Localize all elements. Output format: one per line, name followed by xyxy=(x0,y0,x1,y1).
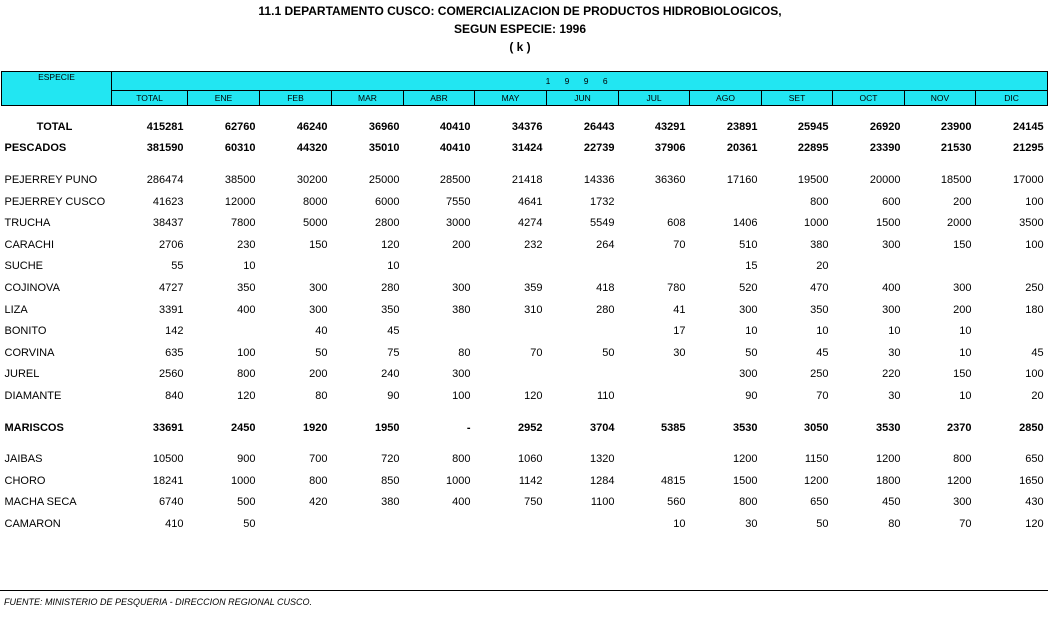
table-row xyxy=(2,470,1048,492)
table-cell: 20000 xyxy=(869,173,901,186)
table-cell: 1200 xyxy=(947,474,972,487)
table-cell: 1000 xyxy=(804,217,829,230)
table-cell: 70 xyxy=(673,238,686,251)
table-cell: 30 xyxy=(745,517,758,530)
table-cell: 3530 xyxy=(876,421,901,434)
row-label: CAMARON xyxy=(4,517,61,530)
table-row xyxy=(2,342,1048,364)
table-cell: 850 xyxy=(381,474,400,487)
table-cell: 80 xyxy=(458,346,471,359)
table-cell: 50 xyxy=(315,346,328,359)
table-cell: 40410 xyxy=(439,120,471,133)
table-cell: 400 xyxy=(882,281,901,294)
table-cell: 400 xyxy=(237,303,256,316)
table-cell: 40 xyxy=(315,325,328,338)
table-cell: 1200 xyxy=(876,453,901,466)
table-cell: 5000 xyxy=(303,217,328,230)
table-cell: 600 xyxy=(882,195,901,208)
table-cell: 400 xyxy=(452,496,471,509)
table-cell: 3000 xyxy=(446,217,471,230)
table-cell: 410 xyxy=(165,517,184,530)
table-cell: 120 xyxy=(381,238,400,251)
table-row xyxy=(2,448,1048,470)
table-cell: 40410 xyxy=(439,142,471,155)
table-cell: 60310 xyxy=(224,142,256,155)
table-cell: 840 xyxy=(165,389,184,402)
table-cell: 21530 xyxy=(940,142,972,155)
table-cell xyxy=(547,320,619,342)
table-cell: 23900 xyxy=(940,120,972,133)
table-cell: 2370 xyxy=(947,421,972,434)
table-cell: 17000 xyxy=(1013,173,1044,186)
table-cell: 18241 xyxy=(152,474,184,487)
table-cell xyxy=(619,364,690,386)
table-cell: 22739 xyxy=(583,142,615,155)
table-cell: 28500 xyxy=(439,173,471,186)
table-cell xyxy=(976,256,1048,278)
table-cell: 150 xyxy=(953,368,972,381)
table-cell: 420 xyxy=(309,496,328,509)
table-cell: 300 xyxy=(739,368,758,381)
table-cell: 75 xyxy=(387,346,400,359)
table-cell: 7550 xyxy=(446,195,471,208)
table-cell: 3530 xyxy=(733,421,758,434)
table-cell xyxy=(404,513,475,535)
table-cell: 520 xyxy=(739,281,758,294)
table-cell: 37906 xyxy=(654,142,686,155)
table-cell: 1142 xyxy=(518,474,543,487)
source-note: FUENTE: MINISTERIO DE PESQUERIA - DIRECCION REGIONAL CUSCO. xyxy=(4,597,313,607)
table-row xyxy=(2,277,1048,299)
table-cell: 20361 xyxy=(726,142,758,155)
table-cell: 21418 xyxy=(511,173,543,186)
table-cell: 55 xyxy=(171,260,184,273)
table-cell: 300 xyxy=(452,368,471,381)
table-cell: 430 xyxy=(1025,496,1044,509)
table-cell: 380 xyxy=(452,303,471,316)
table-cell xyxy=(475,513,547,535)
table-cell: 2000 xyxy=(947,217,972,230)
table-cell: 560 xyxy=(667,496,686,509)
table-cell xyxy=(833,256,905,278)
table-cell: 300 xyxy=(739,303,758,316)
table-cell: 240 xyxy=(381,368,400,381)
table-cell: 300 xyxy=(452,281,471,294)
col-header-total: TOTAL xyxy=(112,91,188,106)
table-cell: 1500 xyxy=(876,217,901,230)
table-cell: 90 xyxy=(387,389,400,402)
table-cell: 350 xyxy=(810,303,829,316)
table-cell: 25000 xyxy=(368,173,400,186)
table-cell: 6000 xyxy=(375,195,400,208)
col-header-mar: MAR xyxy=(332,91,404,106)
row-label: PESCADOS xyxy=(4,142,67,155)
table-row xyxy=(2,212,1048,234)
table-cell: 310 xyxy=(524,303,543,316)
table-cell: 10500 xyxy=(152,453,184,466)
table-cell: 780 xyxy=(667,281,686,294)
spacer-row xyxy=(2,407,1048,417)
table-cell: 100 xyxy=(237,346,256,359)
table-subtitle: SEGUN ESPECIE: 1996 xyxy=(453,22,587,36)
table-cell: 180 xyxy=(1025,303,1044,316)
table-cell: 418 xyxy=(596,281,615,294)
col-header-abr: ABR xyxy=(404,91,475,106)
table-cell: 200 xyxy=(953,303,972,316)
table-cell: 300 xyxy=(882,238,901,251)
table-cell xyxy=(404,320,475,342)
table-cell: 2706 xyxy=(159,238,184,251)
table-cell: 1000 xyxy=(446,474,471,487)
table-cell: 110 xyxy=(596,389,615,402)
table-cell: 120 xyxy=(1025,517,1044,530)
table-cell: 4727 xyxy=(159,281,184,294)
row-label: COJINOVA xyxy=(4,281,60,294)
col-header-nov: NOV xyxy=(905,91,976,106)
table-cell: 650 xyxy=(810,496,829,509)
table-row xyxy=(2,385,1048,407)
table-cell xyxy=(547,256,619,278)
row-label: PEJERREY PUNO xyxy=(4,173,98,186)
col-header-jul: JUL xyxy=(619,91,690,106)
table-cell: 232 xyxy=(524,238,543,251)
row-label: TOTAL xyxy=(36,120,73,133)
table-cell xyxy=(547,513,619,535)
row-label: CORVINA xyxy=(4,346,55,359)
table-cell: 300 xyxy=(309,281,328,294)
table-cell: 35010 xyxy=(368,142,400,155)
table-cell: 142 xyxy=(165,325,184,338)
table-cell: 25945 xyxy=(797,120,829,133)
table-cell: 800 xyxy=(237,368,256,381)
table-cell: 650 xyxy=(1025,453,1044,466)
table-cell: 286474 xyxy=(146,173,184,186)
table-cell: 1284 xyxy=(590,474,615,487)
table-cell: 2952 xyxy=(518,421,543,434)
table-cell: 3500 xyxy=(1019,217,1044,230)
table-cell: 1200 xyxy=(733,453,758,466)
table-cell: 21295 xyxy=(1013,142,1044,155)
table-cell: 30 xyxy=(888,389,901,402)
table-cell: 20 xyxy=(816,260,829,273)
table-cell: 200 xyxy=(452,238,471,251)
table-cell: 10 xyxy=(816,325,829,338)
table-cell: 250 xyxy=(1025,281,1044,294)
table-cell: 280 xyxy=(596,303,615,316)
unit-label: ( k ) xyxy=(509,40,531,54)
table-cell: 380 xyxy=(381,496,400,509)
table-cell: 44320 xyxy=(296,142,328,155)
spacer-row xyxy=(2,159,1048,169)
table-cell xyxy=(619,191,690,213)
table-cell: 38437 xyxy=(152,217,184,230)
table-body xyxy=(2,106,1048,535)
table-cell: 3391 xyxy=(159,303,184,316)
table-cell: 150 xyxy=(953,238,972,251)
table-cell: 350 xyxy=(381,303,400,316)
table-cell: 264 xyxy=(596,238,615,251)
row-label: SUCHE xyxy=(4,260,44,273)
row-label: JAIBAS xyxy=(4,453,43,466)
table-cell: 6740 xyxy=(159,496,184,509)
table-row xyxy=(2,138,1048,160)
table-row xyxy=(2,513,1048,535)
table-cell: 510 xyxy=(739,238,758,251)
table-cell: 45 xyxy=(1031,346,1044,359)
row-label: LIZA xyxy=(4,303,28,316)
table-cell: 23390 xyxy=(869,142,901,155)
table-cell: 17 xyxy=(673,325,686,338)
col-header-jun: JUN xyxy=(547,91,619,106)
table-cell: 62760 xyxy=(224,120,256,133)
table-cell: 20 xyxy=(1031,389,1044,402)
col-header-dic: DIC xyxy=(976,91,1048,106)
col-header-ago: AGO xyxy=(690,91,762,106)
table-cell: 10 xyxy=(959,325,972,338)
table-cell xyxy=(332,513,404,535)
table-cell: 30 xyxy=(888,346,901,359)
table-row xyxy=(2,191,1048,213)
table-cell: 26920 xyxy=(869,120,901,133)
table-cell xyxy=(619,256,690,278)
table-cell: 300 xyxy=(882,303,901,316)
table-cell xyxy=(260,513,332,535)
table-cell: 800 xyxy=(953,453,972,466)
table-cell: 70 xyxy=(959,517,972,530)
table-cell: 250 xyxy=(810,368,829,381)
table-cell: 31424 xyxy=(511,142,543,155)
table-cell: 10 xyxy=(888,325,901,338)
table-cell xyxy=(475,364,547,386)
table-cell: 230 xyxy=(237,238,256,251)
table-cell: 36360 xyxy=(654,173,686,186)
spacer-row xyxy=(2,106,1048,117)
table-cell: 3050 xyxy=(804,421,829,434)
table-cell: 2560 xyxy=(159,368,184,381)
table-cell: 359 xyxy=(524,281,543,294)
table-cell: 18500 xyxy=(940,173,972,186)
row-label: CARACHI xyxy=(4,238,55,251)
col-header-feb: FEB xyxy=(260,91,332,106)
table-cell: 4815 xyxy=(661,474,686,487)
table-cell: 41623 xyxy=(152,195,184,208)
table-cell xyxy=(475,256,547,278)
table-cell: 900 xyxy=(237,453,256,466)
table-cell: 19500 xyxy=(797,173,829,186)
table-cell: 800 xyxy=(452,453,471,466)
table-cell: 50 xyxy=(243,517,256,530)
table-cell: 1406 xyxy=(733,217,758,230)
table-cell: 10 xyxy=(673,517,686,530)
table-cell: 34376 xyxy=(511,120,543,133)
table-cell: 4274 xyxy=(518,217,543,230)
table-cell: 45 xyxy=(816,346,829,359)
table-row xyxy=(2,234,1048,256)
table-cell: 33691 xyxy=(152,421,184,434)
table-cell: 10 xyxy=(745,325,758,338)
table-title: 11.1 DEPARTAMENTO CUSCO: COMERCIALIZACION DE PRODUCTOS HIDROBIOLOGICOS, xyxy=(258,4,782,18)
table-cell xyxy=(690,191,762,213)
table-cell: 700 xyxy=(309,453,328,466)
table-cell: 415281 xyxy=(146,120,184,133)
row-label: MACHA SECA xyxy=(4,496,77,509)
table-cell: 120 xyxy=(524,389,543,402)
table-cell: 2800 xyxy=(375,217,400,230)
table-cell xyxy=(188,320,260,342)
table-cell: 300 xyxy=(953,496,972,509)
table-cell: 22895 xyxy=(797,142,829,155)
table-cell: 380 xyxy=(810,238,829,251)
table-cell xyxy=(619,448,690,470)
table-cell xyxy=(619,385,690,407)
table-cell: 100 xyxy=(1025,368,1044,381)
table-cell: 30 xyxy=(673,346,686,359)
table-cell: 280 xyxy=(381,281,400,294)
table-cell: 80 xyxy=(315,389,328,402)
row-label: PEJERREY CUSCO xyxy=(4,195,106,208)
table-row xyxy=(2,116,1048,138)
table-cell: 150 xyxy=(309,238,328,251)
table-cell: 1920 xyxy=(303,421,328,434)
table-cell: 8000 xyxy=(303,195,328,208)
table-row xyxy=(2,417,1048,439)
table-cell: 300 xyxy=(953,281,972,294)
table-cell: 90 xyxy=(745,389,758,402)
table-cell: 1650 xyxy=(1019,474,1044,487)
table-cell: 80 xyxy=(888,517,901,530)
table-cell: 46240 xyxy=(296,120,328,133)
table-cell xyxy=(905,256,976,278)
col-header-set: SET xyxy=(762,91,833,106)
table-cell: 800 xyxy=(810,195,829,208)
col-header-ene: ENE xyxy=(188,91,260,106)
table-cell: 70 xyxy=(816,389,829,402)
table-row xyxy=(2,256,1048,278)
table-cell: 1800 xyxy=(876,474,901,487)
table-cell: 1320 xyxy=(590,453,615,466)
table-cell: 200 xyxy=(953,195,972,208)
table-cell: 720 xyxy=(381,453,400,466)
table-row xyxy=(2,364,1048,386)
table-cell: 43291 xyxy=(654,120,686,133)
table-cell: 1060 xyxy=(518,453,543,466)
table-cell: 350 xyxy=(237,281,256,294)
table-cell: 36960 xyxy=(368,120,400,133)
table-cell: 10 xyxy=(387,260,400,273)
table-cell: 1200 xyxy=(804,474,829,487)
commercialization-table xyxy=(1,71,1048,535)
table-cell: 30200 xyxy=(296,173,328,186)
col-header-may: MAY xyxy=(475,91,547,106)
table-row xyxy=(2,169,1048,191)
table-cell: 1500 xyxy=(733,474,758,487)
table-cell: 200 xyxy=(309,368,328,381)
table-cell: 300 xyxy=(309,303,328,316)
table-cell: 23891 xyxy=(726,120,758,133)
table-cell: 1000 xyxy=(231,474,256,487)
table-cell: 10 xyxy=(959,346,972,359)
table-cell: 7800 xyxy=(231,217,256,230)
table-cell: 5549 xyxy=(590,217,615,230)
table-cell: 608 xyxy=(667,217,686,230)
spacer-row xyxy=(2,438,1048,448)
table-cell: 14336 xyxy=(583,173,615,186)
row-label: BONITO xyxy=(4,325,47,338)
table-cell: 17160 xyxy=(726,173,758,186)
table-cell: 800 xyxy=(739,496,758,509)
table-cell: 5385 xyxy=(661,421,686,434)
table-cell: 120 xyxy=(237,389,256,402)
row-label: TRUCHA xyxy=(4,217,51,230)
footer-divider xyxy=(0,590,1048,591)
table-cell: 38500 xyxy=(224,173,256,186)
table-cell: 750 xyxy=(524,496,543,509)
table-cell: 50 xyxy=(745,346,758,359)
table-cell: 500 xyxy=(237,496,256,509)
table-cell: 1950 xyxy=(375,421,400,434)
table-cell: 100 xyxy=(452,389,471,402)
table-cell xyxy=(260,256,332,278)
table-cell: - xyxy=(466,421,471,434)
table-cell: 12000 xyxy=(224,195,256,208)
table-row xyxy=(2,492,1048,514)
table-cell: 10 xyxy=(243,260,256,273)
col-header-oct: OCT xyxy=(833,91,905,106)
especie-header: ESPECIE xyxy=(2,72,112,106)
table-cell: 1100 xyxy=(590,496,615,509)
table-cell: 2450 xyxy=(231,421,256,434)
table-cell: 470 xyxy=(810,281,829,294)
table-cell: 50 xyxy=(602,346,615,359)
row-label: CHORO xyxy=(4,474,46,487)
table-cell xyxy=(547,364,619,386)
table-cell xyxy=(404,256,475,278)
table-cell xyxy=(475,320,547,342)
year-header: 1 9 9 6 xyxy=(112,72,1048,91)
table-cell: 70 xyxy=(530,346,543,359)
table-cell: 15 xyxy=(745,260,758,273)
table-cell: 24145 xyxy=(1013,120,1044,133)
table-row xyxy=(2,320,1048,342)
table-cell: 1150 xyxy=(804,453,829,466)
table-cell: 41 xyxy=(673,303,686,316)
table-cell: 450 xyxy=(882,496,901,509)
row-label: DIAMANTE xyxy=(4,389,62,402)
table-cell: 3704 xyxy=(590,421,615,434)
table-cell: 635 xyxy=(165,346,184,359)
table-cell: 1732 xyxy=(590,195,615,208)
table-cell: 50 xyxy=(816,517,829,530)
row-label: MARISCOS xyxy=(4,421,64,434)
table-cell: 800 xyxy=(309,474,328,487)
table-cell: 45 xyxy=(387,325,400,338)
row-label: JUREL xyxy=(4,368,40,381)
table-cell: 100 xyxy=(1025,195,1044,208)
table-cell: 100 xyxy=(1025,238,1044,251)
table-cell: 10 xyxy=(959,389,972,402)
table-row xyxy=(2,299,1048,321)
table-cell: 26443 xyxy=(583,120,615,133)
table-cell: 220 xyxy=(882,368,901,381)
table-cell: 381590 xyxy=(146,142,184,155)
table-cell xyxy=(976,320,1048,342)
table-cell: 2850 xyxy=(1019,421,1044,434)
table-cell: 4641 xyxy=(518,195,543,208)
